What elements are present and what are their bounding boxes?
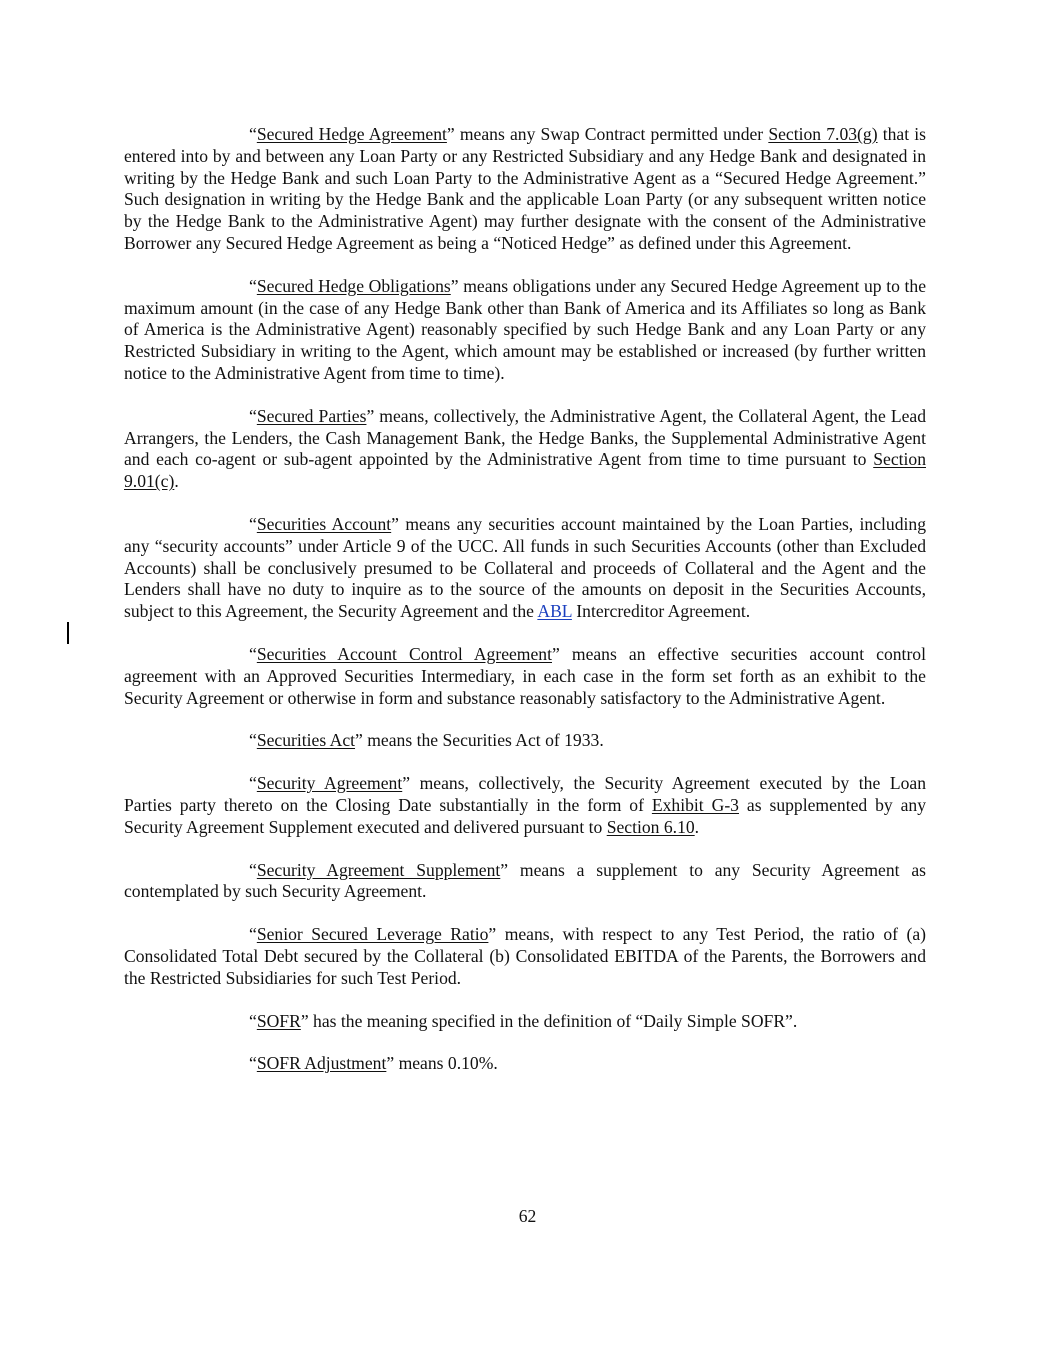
exhibit-reference: Exhibit G-3 <box>651 794 739 815</box>
defined-term: Securities Act <box>256 730 356 751</box>
document-page <box>124 124 926 1096</box>
abl-link[interactable]: ABL <box>537 601 572 622</box>
defined-term: Secured Parties <box>256 405 367 426</box>
definition-securities-account: “Securities Account” means any securities account maintained by the Loan Parties, including any “security accounts” under Article 9 of the UCC. All funds in such Securities Accounts (other than Excluded Accounts) shall be conclusively presumed to be Collateral and proceeds of Collateral and the Agent and the Lenders shall have no duty to inquire as to the source of the amounts on deposit in the Securities Accounts, subject to this Agreement, the Security Agreement and the ABL Intercreditor Agreement. <box>124 513 926 622</box>
definition-security-agreement-supplement: “Security Agreement Supplement” means a supplement to any Security Agreement as contemplated by such Security Agreement. <box>124 859 926 902</box>
definition-secured-hedge-obligations: “Secured Hedge Obligations” means obligations under any Secured Hedge Agreement up to the maximum amount (in the case of any Hedge Bank other than Bank of America and its Affiliates so long as Bank of America is the Administrative Agent) reasonably specified by such Hedge Bank and any Loan Party or any Restricted Subsidiary in writing to the Agent, which amount may be established or increased (by further written notice to the Administrative Agent from time to time). <box>124 275 927 383</box>
defined-term: Secured Hedge Agreement <box>256 124 447 144</box>
definition-sofr-adjustment: “SOFR Adjustment” means 0.10%. <box>249 1053 498 1074</box>
section-reference: Section 6.10 <box>606 816 695 837</box>
definition-security-agreement: “Security Agreement” means, collectively, the Security Agreement executed by the Loan Parties party thereto on the Closing Date substantially in the form of Exhibit G-3 as supplemented by any Security Agreement Supplement executed and delivered pursuant to Section 6.10. <box>124 773 927 837</box>
defined-term: SOFR <box>256 1010 301 1031</box>
defined-term: SOFR Adjustment <box>256 1053 387 1074</box>
definition-secured-hedge-agreement: “Secured Hedge Agreement” means any Swap Contract permitted under Section 7.03(g) that is entered into by and between any Loan Party or any Restricted Subsidiary and any Hedge Bank and designated in writing by the Hedge Bank and such Loan Party to the Administrative Agent as a “Secured Hedge Agreement.” Such designation in writing by the Hedge Bank and the applicable Loan Party (or any subsequent written notice by the Hedge Bank to the Administrative Agent) may further designate with the consent of the Administrative Borrower any Secured Hedge Agreement as being a “Noticed Hedge” as defined under this Agreement. <box>124 124 926 253</box>
defined-term: Secured Hedge Obligations <box>256 275 451 296</box>
defined-term: Securities Account Control Agreement <box>256 643 552 664</box>
defined-term: Senior Secured Leverage Ratio <box>256 924 489 945</box>
definition-securities-account-control-agreement: “Securities Account Control Agreement” means an effective securities account control agreement with an Approved Securities Intermediary, in each case in the form set forth as an exhibit to the Security Agreement or otherwise in form and substance reasonably satisfactory to the Administrative Agent. <box>124 643 926 708</box>
definition-sofr: “SOFR” has the meaning specified in the definition of “Daily Simple SOFR”. <box>249 1010 798 1031</box>
defined-term: Security Agreement Supplement <box>256 859 501 880</box>
page-number: 62 <box>518 1206 537 1226</box>
section-reference: Section 7.03(g) <box>768 124 878 144</box>
defined-term: Securities Account <box>256 513 392 534</box>
defined-term: Security Agreement <box>256 773 403 794</box>
revision-change-bar <box>67 622 69 644</box>
definition-secured-parties: “Secured Parties” means, collectively, the Administrative Agent, the Collateral Agent, the Lead Arrangers, the Lenders, the Cash Management Bank, the Hedge Banks, the Supplemental Administrative Agent and each co-agent or sub-agent appointed by the Administrative Agent from time to time pursuant to Section 9.01(c). <box>124 405 926 492</box>
section-reference: Section 9.01(c) <box>124 449 926 492</box>
definition-senior-secured-leverage-ratio: “Senior Secured Leverage Ratio” means, with respect to any Test Period, the ratio of (a) Consolidated Total Debt secured by the Collateral (b) Consolidated EBITDA of the Parents, the Borrowers and the Restricted Subsidiaries for such Test Period. <box>124 924 926 988</box>
definition-securities-act: “Securities Act” means the Securities Act of 1933. <box>249 730 604 751</box>
